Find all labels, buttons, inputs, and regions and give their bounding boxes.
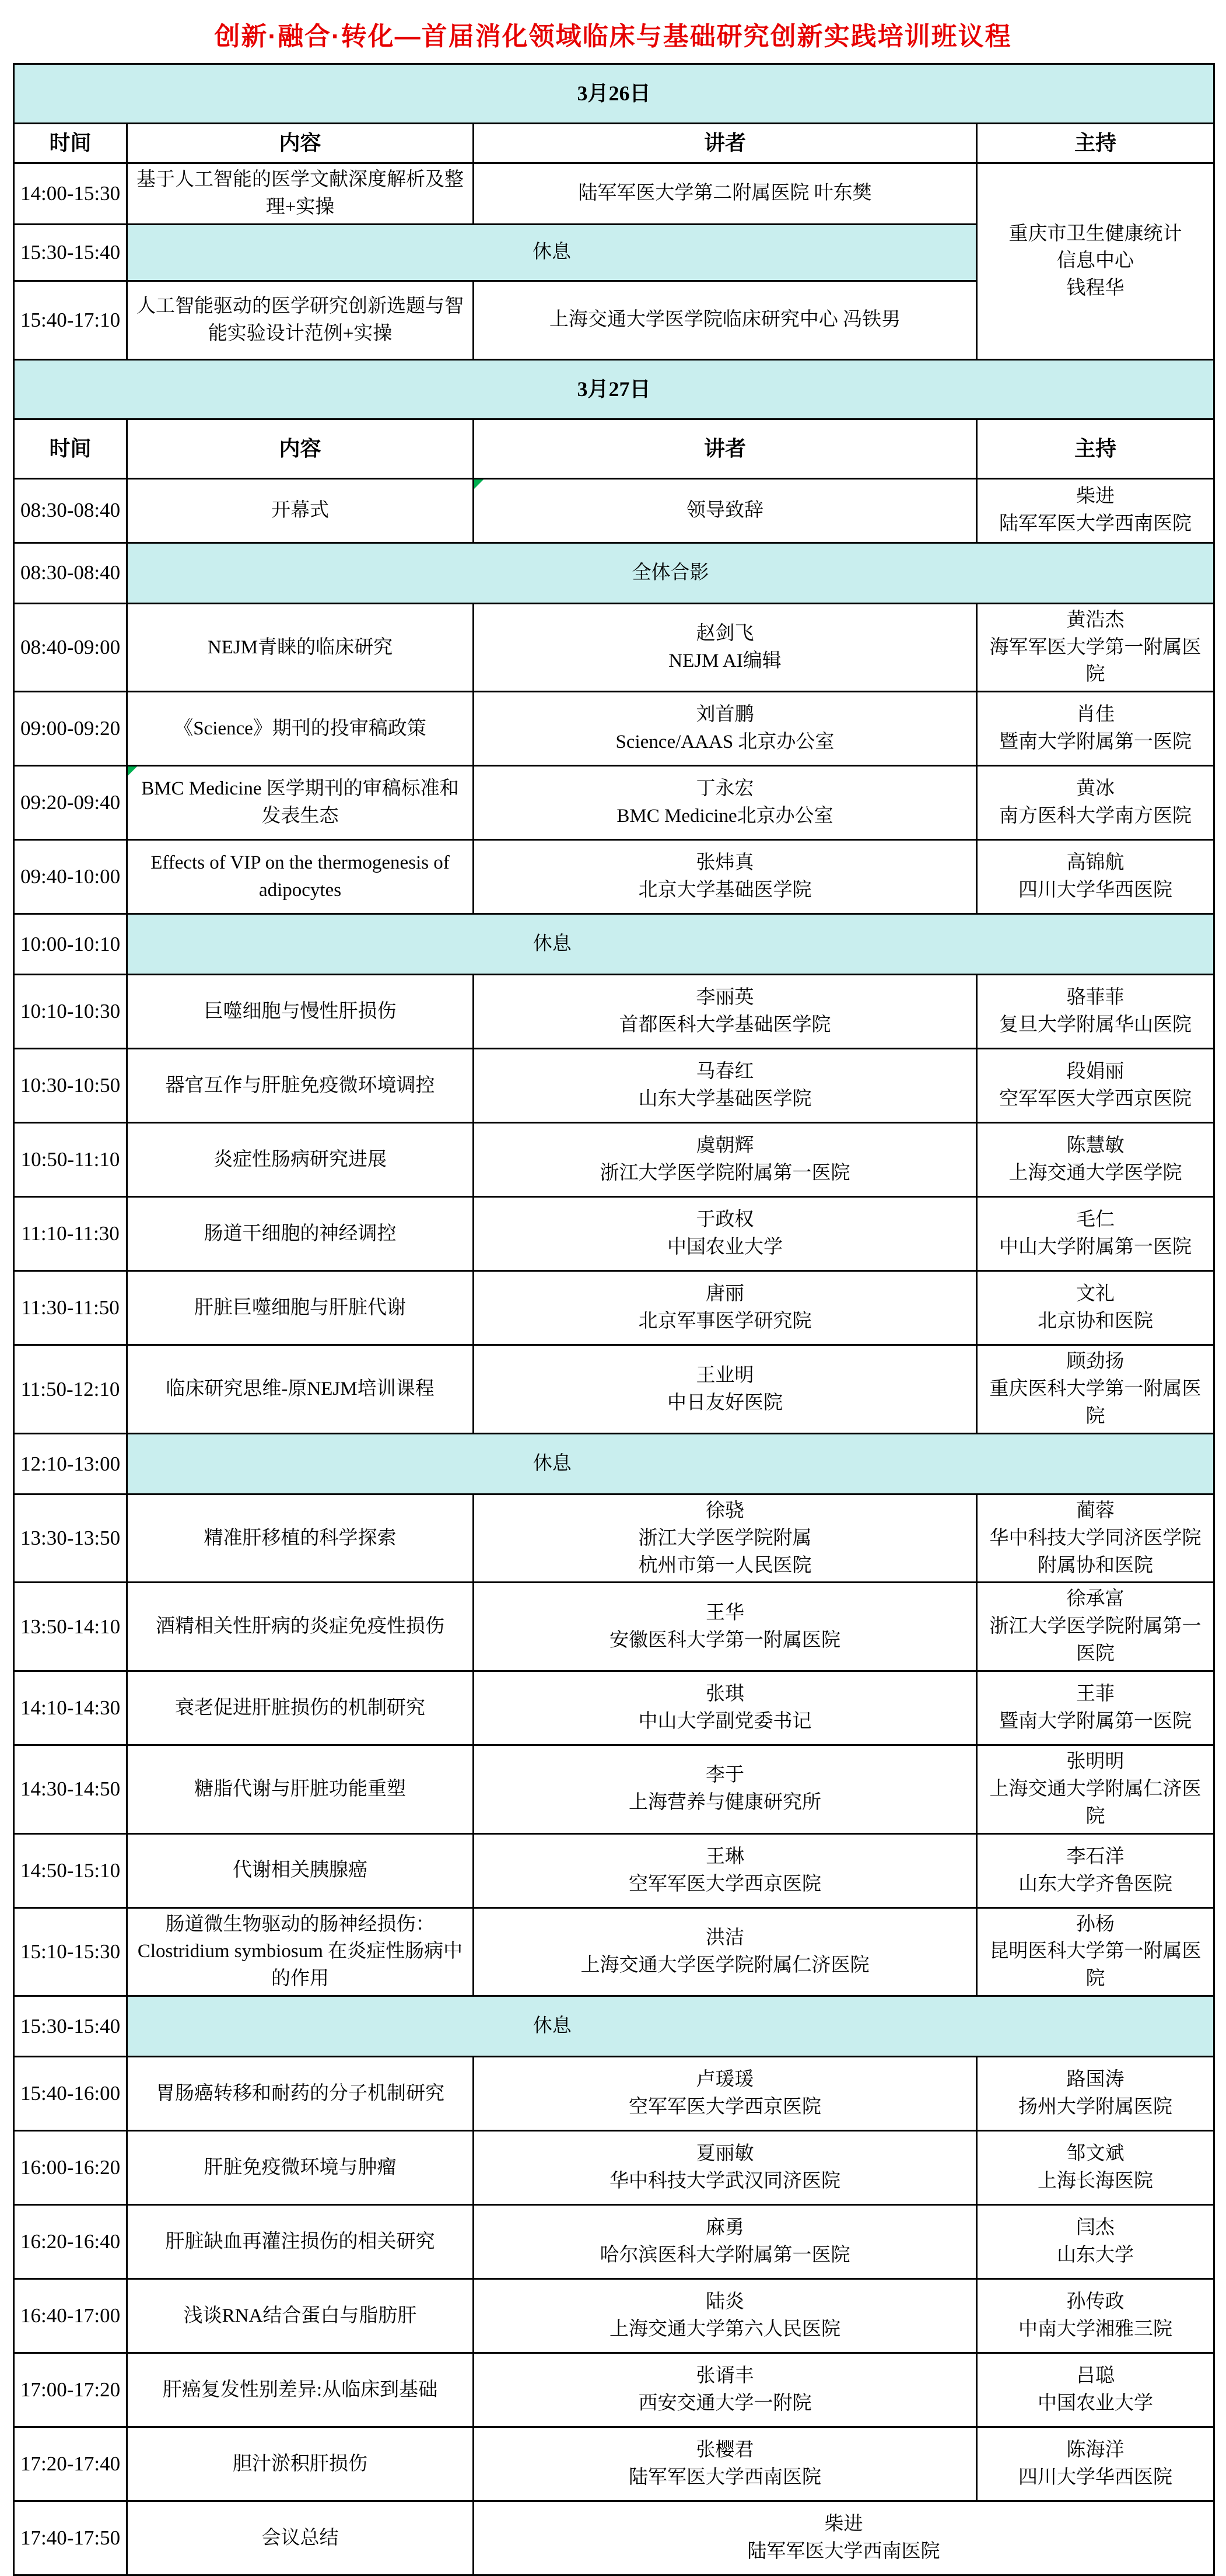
col-header-speaker: 讲者 [474,124,977,163]
session-row [14,2131,1214,2205]
speaker-cell [474,1345,977,1434]
topic-cell: 人工智能驱动的医学研究创新选题与智能实验设计范例+实操 [127,281,474,359]
host-name: 毛仁 [1076,1209,1115,1231]
speaker-cell [474,2205,977,2279]
topic-cell: 肠道干细胞的神经调控 [127,1197,474,1271]
time-cell: 17:00-17:20 [14,2353,127,2427]
session-row [14,840,1214,914]
time-cell: 10:00-10:10 [14,914,127,975]
col-header-content: 内容 [127,419,474,478]
topic-cell: 开幕式 [127,478,474,542]
speaker-affiliation: 中日友好医院 [667,1392,783,1413]
session-row [14,975,1214,1049]
speaker-name: 徐骁 [706,1500,744,1521]
time-cell: 15:30-15:40 [14,1996,127,2057]
speaker-name: 夏丽敏 [696,2143,754,2165]
time-cell: 15:40-16:00 [14,2057,127,2131]
comment-marker-icon [474,480,484,489]
host-name: 孙杨 [1076,1913,1115,1935]
topic-cell: 器官互作与肝脏免疫微环境调控 [127,1049,474,1123]
time-cell: 15:10-15:30 [14,1908,127,1996]
session-row [14,1583,1214,1671]
time-cell: 10:50-11:10 [14,1123,127,1197]
host-name: 李石洋 [1066,1846,1125,1867]
host-name: 骆菲菲 [1066,987,1125,1009]
speaker-affiliation: 中国农业大学 [667,1237,783,1258]
session-row [14,1745,1214,1834]
time-cell: 14:30-14:50 [14,1745,127,1834]
session-row [14,478,1214,542]
time-cell: 08:40-09:00 [14,603,127,692]
date-row-day2 [14,359,1214,419]
speaker-name: 张炜真 [696,852,754,874]
speaker-affiliation-2: 杭州市第一人民医院 [638,1555,812,1576]
speaker-name: 麻勇 [706,2217,744,2239]
topic-cell: 肝脏缺血再灌注损伤的相关研究 [127,2205,474,2279]
host-affiliation: 山东大学齐鲁医院 [1018,1873,1172,1895]
speaker-affiliation: 北京军事医学研究院 [638,1311,812,1332]
time-cell: 09:40-10:00 [14,840,127,914]
break-cell-filler [977,1433,1214,1494]
time-cell: 08:30-08:40 [14,478,127,542]
col-header-content: 内容 [127,124,474,163]
session-row [14,603,1214,692]
time-cell: 13:30-13:50 [14,1494,127,1583]
speaker-name: 李丽英 [696,987,754,1009]
comment-marker-icon [128,766,137,776]
session-row [14,2205,1214,2279]
time-cell: 14:50-15:10 [14,1833,127,1908]
host-cell [977,1745,1214,1834]
host-affiliation: 四川大学华西医院 [1018,2467,1172,2488]
speaker-cell [474,692,977,766]
host-name: 黄冰 [1076,778,1115,800]
host-org-line: 重庆市卫生健康统计 [1008,223,1182,244]
host-name: 吕聪 [1076,2365,1115,2387]
speaker-name: 虞朝辉 [696,1135,754,1157]
topic-cell: 代谢相关胰腺癌 [127,1833,474,1908]
host-cell [977,1583,1214,1671]
speaker-affiliation: 空军军医大学西京医院 [629,2096,821,2118]
speaker-cell [474,2131,977,2205]
time-cell: 16:40-17:00 [14,2279,127,2353]
host-affiliation: 四川大学华西医院 [1018,880,1172,901]
time-cell: 11:50-12:10 [14,1345,127,1434]
speaker-cell [474,2427,977,2501]
page-title: 创新·融合·转化—首届消化领域临床与基础研究创新实践培训班议程 [214,22,1012,51]
speaker-affiliation: NEJM AI编辑 [668,650,782,671]
speaker-name: 张樱君 [696,2440,754,2461]
topic-cell: 胃肠癌转移和耐药的分子机制研究 [127,2057,474,2131]
host-name: 文礼 [1076,1283,1115,1305]
speaker-affiliation: 陆军军医大学西南医院 [629,2467,821,2488]
speaker-name: 赵剑飞 [696,623,754,645]
host-cell [977,1271,1214,1345]
host-name: 孙传政 [1066,2291,1125,2313]
time-cell: 10:30-10:50 [14,1049,127,1123]
speaker-affiliation: 陆军军医大学西南医院 [747,2541,940,2563]
speaker-cell [474,1494,977,1583]
host-affiliation: 暨南大学附属第一医院 [999,732,1192,753]
speaker-cell [474,1123,977,1197]
speaker-affiliation: 中山大学副党委书记 [638,1711,812,1732]
host-affiliation: 上海长海医院 [1038,2171,1153,2192]
break-row [14,1433,1214,1494]
topic-cell: 肝脏免疫微环境与肿瘤 [127,2131,474,2205]
time-cell: 14:00-15:30 [14,163,127,225]
host-cell [977,1908,1214,1996]
speaker-affiliation: 浙江大学医学院附属 [638,1527,812,1549]
host-affiliation: 扬州大学附属医院 [1018,2096,1172,2118]
speaker-cell [474,2501,1214,2575]
speaker-cell [474,1583,977,1671]
host-affiliation: 上海交通大学附属仁济医院 [989,1778,1202,1827]
host-cell [977,2205,1214,2279]
session-row [14,163,1214,225]
break-cell: 休息 [127,914,977,975]
speaker-name: 卢瑗瑗 [696,2069,754,2091]
topic-cell: 巨噬细胞与慢性肝损伤 [127,975,474,1049]
host-cell [977,1049,1214,1123]
session-row [14,1197,1214,1271]
break-cell: 休息 [127,1996,977,2057]
speaker-name: 张谞丰 [696,2365,754,2387]
host-name: 钱程华 [1066,278,1125,299]
host-affiliation: 华中科技大学同济医学院 [989,1527,1202,1549]
speaker-affiliation: 上海营养与健康研究所 [629,1792,821,1814]
host-cell [977,1345,1214,1434]
break-cell: 休息 [127,224,977,281]
host-affiliation: 陆军军医大学西南医院 [999,513,1192,535]
host-name: 段娟丽 [1066,1061,1125,1083]
topic-cell: 精准肝移植的科学探索 [127,1494,474,1583]
host-name: 路国涛 [1066,2069,1125,2091]
date-header-day1: 3月26日 [14,64,1214,124]
speaker-affiliation: 华中科技大学武汉同济医院 [610,2171,840,2192]
speaker-name: 张琪 [706,1684,744,1705]
topic-text: BMC Medicine 医学期刊的审稿标准和发表生态 [141,778,459,827]
host-cell [977,766,1214,840]
session-row [14,1908,1214,1996]
session-row [14,2427,1214,2501]
speaker-name: 丁永宏 [696,778,754,800]
speaker-affiliation: 哈尔滨医科大学附属第一医院 [600,2245,850,2266]
host-affiliation: 北京协和医院 [1038,1311,1153,1332]
speaker-line: 陆军军医大学第二附属医院 叶东樊 [578,183,872,204]
date-header-day2: 3月27日 [14,359,1214,419]
speaker-cell [474,975,977,1049]
time-cell: 11:30-11:50 [14,1271,127,1345]
topic-cell: 浅谈RNA结合蛋白与脂肪肝 [127,2279,474,2353]
speaker-name: 王华 [706,1602,744,1623]
session-row [14,1049,1214,1123]
col-header-time: 时间 [14,124,127,163]
host-cell [977,840,1214,914]
host-affiliation-2: 附属协和医院 [1038,1555,1153,1576]
host-affiliation: 浙江大学医学院附属第一医院 [989,1616,1202,1665]
host-name: 黄浩杰 [1066,609,1125,631]
speaker-name: 刘首鹏 [696,704,754,726]
col-header-speaker: 讲者 [474,419,977,478]
time-cell: 09:00-09:20 [14,692,127,766]
host-cell [977,1833,1214,1908]
topic-cell: 肝脏巨噬细胞与肝脏代谢 [127,1271,474,1345]
time-cell: 15:30-15:40 [14,224,127,281]
host-name: 徐承富 [1066,1588,1125,1610]
group-photo-row [14,542,1214,603]
host-name: 柴进 [1076,486,1115,508]
col-header-host: 主持 [977,124,1214,163]
time-cell: 16:00-16:20 [14,2131,127,2205]
host-name: 陈慧敏 [1066,1135,1125,1157]
host-cell [977,2279,1214,2353]
time-cell: 15:40-17:10 [14,281,127,359]
session-row [14,692,1214,766]
session-row [14,1123,1214,1197]
session-row [14,2057,1214,2131]
speaker-affiliation: 西安交通大学一附院 [638,2393,812,2414]
host-name: 陈海洋 [1066,2440,1125,2461]
topic-cell: 临床研究思维-原NEJM培训课程 [127,1345,474,1434]
speaker-name: 于政权 [696,1209,754,1231]
session-row [14,1671,1214,1745]
break-row [14,914,1214,975]
topic-cell: 炎症性肠病研究进展 [127,1123,474,1197]
topic-cell: 《Science》期刊的投审稿政策 [127,692,474,766]
host-cell [977,2353,1214,2427]
speaker-affiliation: 安徽医科大学第一附属医院 [610,1629,840,1651]
speaker-cell [474,281,977,359]
topic-cell: NEJM青睐的临床研究 [127,603,474,692]
speaker-affiliation: 浙江大学医学院附属第一医院 [600,1163,850,1184]
topic-cell: 衰老促进肝脏损伤的机制研究 [127,1671,474,1745]
host-cell [977,163,1214,360]
topic-cell: 糖脂代谢与肝脏功能重塑 [127,1745,474,1834]
host-name: 顾劲扬 [1066,1351,1125,1373]
header-row-day1 [14,124,1214,163]
speaker-cell [474,603,977,692]
speaker-affiliation: 上海交通大学第六人民医院 [610,2319,840,2340]
speaker-name: 唐丽 [706,1283,744,1305]
speaker-name: 王琳 [706,1846,744,1867]
speaker-cell [474,1049,977,1123]
col-header-time: 时间 [14,419,127,478]
time-cell: 09:20-09:40 [14,766,127,840]
host-name: 张明明 [1066,1751,1125,1773]
col-header-host: 主持 [977,419,1214,478]
host-name: 闫杰 [1076,2217,1115,2239]
speaker-cell [474,1197,977,1271]
speaker-affiliation: 北京大学基础医学院 [638,880,812,901]
host-cell [977,478,1214,542]
host-affiliation: 中南大学湘雅三院 [1018,2319,1172,2340]
session-row [14,1271,1214,1345]
host-cell [977,1123,1214,1197]
speaker-cell [474,1908,977,1996]
break-cell-filler [977,914,1214,975]
host-cell [977,692,1214,766]
host-name: 蔺蓉 [1076,1500,1115,1521]
topic-cell: 会议总结 [127,2501,474,2575]
time-cell: 11:10-11:30 [14,1197,127,1271]
time-cell: 16:20-16:40 [14,2205,127,2279]
break-cell: 休息 [127,1433,977,1494]
break-row [14,1996,1214,2057]
speaker-affiliation: 空军军医大学西京医院 [629,1873,821,1895]
time-cell: 12:10-13:00 [14,1433,127,1494]
speaker-cell [474,1745,977,1834]
session-row [14,1345,1214,1434]
topic-cell: 胆汁淤积肝损伤 [127,2427,474,2501]
host-name: 肖佳 [1076,704,1115,726]
speaker-affiliation: 首都医科大学基础医学院 [619,1014,831,1036]
date-row-day1 [14,64,1214,124]
host-affiliation: 上海交通大学医学院 [1008,1163,1182,1184]
time-cell: 17:40-17:50 [14,2501,127,2575]
host-cell [977,2427,1214,2501]
host-cell [977,2057,1214,2131]
speaker-name: 洪洁 [706,1927,744,1949]
host-cell [977,2131,1214,2205]
host-affiliation: 复旦大学附属华山医院 [999,1014,1192,1036]
speaker-cell [474,2057,977,2131]
speaker-cell [474,478,977,542]
host-affiliation: 海军军医大学第一附属医院 [989,636,1202,685]
speaker-cell [474,766,977,840]
host-cell [977,1494,1214,1583]
host-name: 邹文斌 [1066,2143,1125,2165]
speaker-line: 上海交通大学医学院临床研究中心 冯铁男 [549,309,901,331]
host-affiliation: 重庆医科大学第一附属医院 [989,1378,1202,1427]
session-row [14,2279,1214,2353]
agenda-table [13,63,1215,2576]
host-affiliation: 南方医科大学南方医院 [999,806,1192,827]
time-cell: 13:50-14:10 [14,1583,127,1671]
speaker-affiliation: 山东大学基础医学院 [638,1088,812,1110]
speaker-affiliation: 上海交通大学医学院附属仁济医院 [580,1954,870,1976]
host-name: 高锦航 [1066,852,1125,874]
host-affiliation: 昆明医科大学第一附属医院 [989,1941,1202,1990]
topic-cell [127,766,474,840]
host-cell [977,603,1214,692]
speaker-name: 王业明 [696,1364,754,1386]
speaker-cell [474,1271,977,1345]
host-org-line: 信息中心 [1057,250,1134,272]
topic-cell: 酒精相关性肝病的炎症免疫性损伤 [127,1583,474,1671]
break-cell-filler [977,1996,1214,2057]
header-row-day2 [14,419,1214,478]
time-cell: 10:10-10:30 [14,975,127,1049]
speaker-name: 柴进 [824,2514,863,2535]
host-affiliation: 中国农业大学 [1038,2393,1153,2414]
host-cell [977,1671,1214,1745]
speaker-cell [474,163,977,225]
speaker-cell [474,2353,977,2427]
host-cell [977,1197,1214,1271]
topic-cell: 肠道微生物驱动的肠神经损伤：Clostridium symbiosum 在炎症性肠病中的作用 [127,1908,474,1996]
speaker-cell [474,2279,977,2353]
time-cell: 08:30-08:40 [14,542,127,603]
topic-cell: Effects of VIP on the thermogenesis of adipocytes [127,840,474,914]
group-photo-cell: 全体合影 [127,542,1214,603]
speaker-name: 李于 [706,1765,744,1786]
speaker-name: 陆炎 [706,2291,744,2313]
topic-cell: 基于人工智能的医学文献深度解析及整理+实操 [127,163,474,225]
host-cell [977,975,1214,1049]
host-name: 王菲 [1076,1684,1115,1705]
time-cell: 17:20-17:40 [14,2427,127,2501]
session-row [14,766,1214,840]
host-affiliation: 山东大学 [1057,2245,1134,2266]
time-cell: 14:10-14:30 [14,1671,127,1745]
session-row [14,1833,1214,1908]
session-row [14,2353,1214,2427]
topic-cell: 肝癌复发性别差异:从临床到基础 [127,2353,474,2427]
speaker-name: 马春红 [696,1061,754,1083]
speaker-cell [474,1833,977,1908]
session-row [14,1494,1214,1583]
host-affiliation: 暨南大学附属第一医院 [999,1711,1192,1732]
speaker-cell [474,840,977,914]
host-affiliation: 中山大学附属第一医院 [999,1237,1192,1258]
speaker-line: 领导致辞 [686,499,763,521]
speaker-cell [474,1671,977,1745]
summary-row [14,2501,1214,2575]
speaker-affiliation: BMC Medicine北京办公室 [616,806,833,827]
host-affiliation: 空军军医大学西京医院 [999,1088,1192,1110]
speaker-affiliation: Science/AAAS 北京办公室 [615,732,835,753]
